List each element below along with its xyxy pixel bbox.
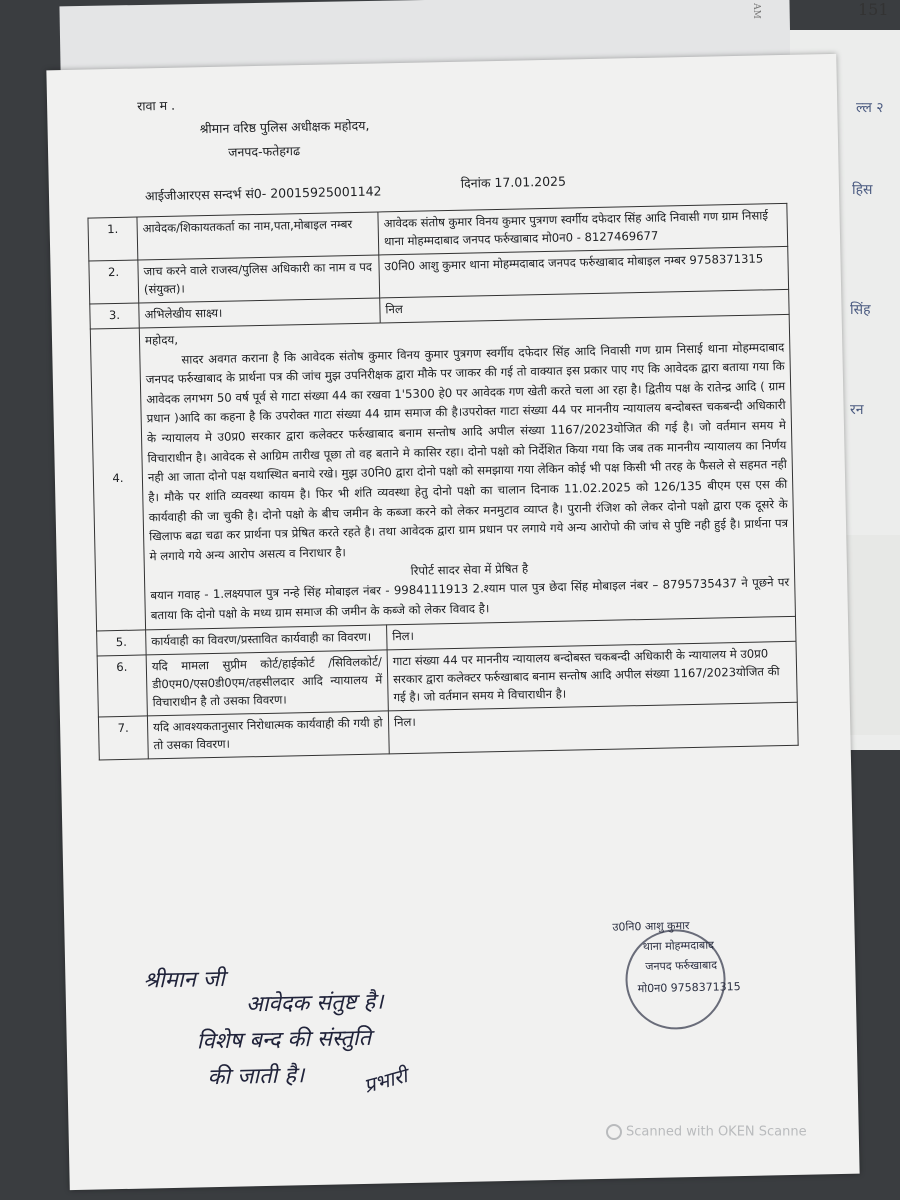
scanner-icon xyxy=(606,1124,622,1140)
row-value: निल xyxy=(380,289,789,323)
header-ref: रावा म . xyxy=(136,97,176,114)
row-number: 4. xyxy=(90,328,145,631)
background-corner-number: 151 xyxy=(858,0,889,19)
background-scribble-4: रन xyxy=(850,402,864,418)
handwritten-line-3: विशेष बन्द की संस्तुति xyxy=(196,1025,372,1055)
row-value: गाटा संख्या 44 पर माननीय न्यायालय बन्दोबस्त चकबन्दी अधिकारी के न्यायालय मे उ0प्र0 सरकार द्वारा कलेक्टर फर्रुखाबाद बनाम सन्तोष आदि अपील संख्या 1167/2023योजित की गई है। जो वर्तमान समय मे विचाराधीन है। xyxy=(387,641,797,710)
report-table xyxy=(87,203,798,760)
report-salutation: महोदय, xyxy=(144,332,179,348)
row-number: 6. xyxy=(97,655,147,717)
row-value: आवेदक संतोष कुमार विनय कुमार पुत्रगण स्वर्गीय दफेदार सिंह आदि निवासी गण ग्राम निसाई थाना मोहम्मदाबाद जनपद फर्रुखाबाद मो0न0 - 8127469677 xyxy=(378,203,788,254)
background-scribble-2: हिस xyxy=(852,182,873,198)
report-body-cell xyxy=(139,314,795,629)
row-number: 7. xyxy=(98,715,148,759)
row-label: आवेदक/शिकायतकर्ता का नाम,पता,मोबाइल नम्बर xyxy=(137,212,379,260)
row-number: 1. xyxy=(88,217,138,261)
signature-district: जनपद फर्रुखाबाद xyxy=(645,958,718,974)
header-addressee: श्रीमान वरिष्ठ पुलिस अधीक्षक महोदय, xyxy=(199,117,370,137)
signature-mobile: मो0न0 9758371315 xyxy=(637,980,741,996)
row-label: यदि आवश्यकतानुसार निरोधात्मक कार्यवाही की गयी हो तो उसका विवरण। xyxy=(147,710,389,758)
table-row-report xyxy=(90,314,795,630)
background-side-label: AM xyxy=(750,3,761,19)
row-value: निल। xyxy=(387,616,796,650)
scanner-label: Scanned with OKEN Scanne xyxy=(626,1124,807,1140)
report-forward-line: रिपोर्ट सादर सेवा में प्रेषित है xyxy=(410,561,529,578)
report-paper xyxy=(46,54,859,1190)
row-number: 3. xyxy=(90,303,140,329)
row-value: निल। xyxy=(388,702,798,753)
background-sheet-right-lower xyxy=(842,535,900,735)
signature-station: थाना मोहम्मदाबाद xyxy=(642,938,715,954)
row-label: कार्यवाही का विवरण/प्रस्तावित कार्यवाही का विवरण। xyxy=(146,625,387,655)
row-value: उ0नि0 आशु कुमार थाना मोहम्मदाबाद जनपद फर्रुखाबाद मोबाइल नम्बर 9758371315 xyxy=(379,246,789,297)
row-label: यदि मामला सुप्रीम कोर्ट/हाईकोर्ट /सिविलकोर्ट/डी0एम0/एस0डी0एम/तहसीलदार आदि न्यायालय में विचाराधीन है तो उसका विवरण। xyxy=(146,650,388,716)
header-district: जनपद-फतेहगढ xyxy=(227,143,301,160)
report-witness: बयान गवाह - 1.लक्ष्यपाल पुत्र नन्हे सिंह मोबाइल नंबर - 9984111913 2.श्याम पाल पुत्र छेदा सिंह मोबाइल नंबर – 8795735437 ने पूछने पर बताया कि दोनो पक्षो के मध्य ग्राम समाज की जमीन के कब्जे को लेकर विवाद है। xyxy=(150,575,790,623)
row-number: 2. xyxy=(89,260,139,304)
row-label: अभिलेखीय साक्ष्य। xyxy=(139,298,380,328)
background-scribble-3: सिंह xyxy=(850,302,871,318)
handwritten-line-1: श्रीमान जी xyxy=(143,966,226,994)
background-scribble-1: ल्ल २ xyxy=(856,100,884,116)
handwritten-line-4: की जाती है। xyxy=(207,1063,305,1091)
signature-name: उ0नि0 आशु कुमार xyxy=(612,919,690,934)
header-date: दिनांक 17.01.2025 xyxy=(460,173,567,191)
header-igrs-ref: आईजीआरएस सन्दर्भ सं0- 20015925001142 xyxy=(144,183,382,204)
scanner-watermark xyxy=(606,1124,807,1140)
row-label: जाच करने वाले राजस्व/पुलिस अधिकारी का नाम व पद (संयुक्त)। xyxy=(138,255,380,303)
row-number: 5. xyxy=(97,630,147,656)
handwritten-line-2: आवेदक संतुष्ट है। xyxy=(245,989,384,1018)
handwritten-signature: प्रभारी xyxy=(361,1063,410,1098)
report-body: सादर अवगत कराना है कि आवेदक संतोष कुमार विनय कुमार पुत्रगण स्वर्गीय दफेदार सिंह आदि निवासी गण ग्राम निसाई थाना मोहम्मदाबाद जनपद फर्रुखाबाद के प्रार्थना पत्र की जांच मुझ उपनिरीक्षक द्वारा मौके पर जाकर की गई तो वाक्यात इस प्रकार पाए गए कि आवेदक द्वारा बताया गया कि आवेदक लगभग 50 वर्ष पूर्व से गाटा संख्या 44 का रखवा 1'5300 हे0 पर आवेदक गण खेती करते चला आ रहा है। द्वितीय पक्ष के रातेन्द्र आदि ( ग्राम प्रधान )आदि का कहना है कि उपरोक्त गाटा संख्या 44 ग्राम समाज की है।उपरोक्त गाटा संख्या 44 पर माननीय न्यायालय बन्दोबस्त चकबन्दी अधिकारी के न्यायालय मे उ0प्र0 सरकार द्वारा कलेक्टर फर्रुखाबाद बनाम सन्तोष आदि अपील संख्या 1167/2023योजित की गई है। जो वर्तमान समय मे विचाराधीन है। आवेदक से आग्रिम तारीख पूछा तो वह बताने मे कासिर रहा। दोनो पक्षो को निर्देशित किया गया कि जब तक माननीय न्यायालय का निर्णय नही आ जाता दोनो पक्ष यथास्थित बनाये रखे। मुझ उ0नि0 द्वारा दोनो पक्षो को समझाया गया लेकिन कोई भी पक्ष किसी भी तरह के फैसले से सहमत नही है। मौके पर शांति व्यवस्था कायम है। फिर भी शंति व्यवस्था हेतु दोनो पक्षो का चालान दिनाक 11.02.2025 को 126/135 बीएम एस एस की कार्यवाही की जा चुकी है। दोनो पक्षो के बीच जमीन के कब्जा करने को लेकर मनमुटाव व्याप्त है। पुरानी रंजिश को लेकर दोनो पक्षो द्वारा एक दूसरे के खिलाफ बढा चढा कर प्रार्थना पत्र प्रेषित करते रहते है। तथा आवेदक द्वारा ग्राम प्रधान पर लगाये गये अन्य आरोपो की जांच से पुष्टि नही हुई है। प्रार्थना पत्र मे लगाये गये अन्य आरोप असत्य व निराधार है। xyxy=(145,339,789,564)
